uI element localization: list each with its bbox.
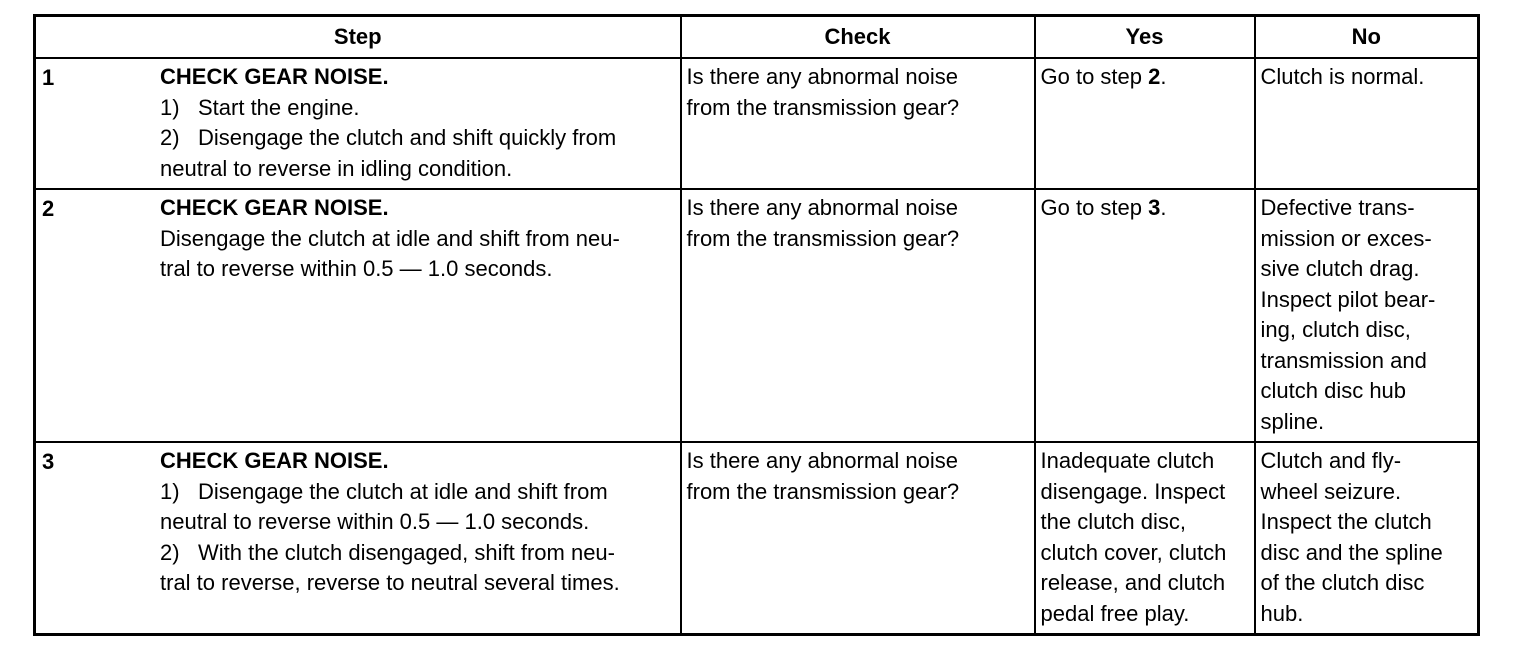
step-instruction [160,123,674,154]
table-row [35,58,1479,189]
step-instruction-cont: tral to reverse, reverse to neutral several times. [160,570,620,595]
diagnosis-page [33,14,1477,636]
step-instruction [160,93,674,124]
check-cell [681,442,1035,635]
check-text: Is there any abnormal noise [686,448,958,473]
header-check: Check [681,16,1035,59]
check-cell [681,58,1035,189]
no-text: Clutch and fly- [1260,448,1402,473]
yes-text: release, and clutch [1040,570,1226,595]
step-instruction [160,538,674,569]
step-number: 3 [42,449,55,474]
step-number: 1 [42,65,55,90]
no-text: wheel seizure. [1260,478,1402,504]
step-cell [35,58,681,189]
yes-cell [1035,442,1255,635]
step-number: 2 [42,196,55,221]
substep-number: 1) [160,94,180,120]
no-text: Inspect pilot bear- [1260,286,1436,312]
yes-text: Inadequate clutch [1040,448,1215,473]
header-yes: Yes [1035,16,1255,59]
check-text: Is there any abnormal noise [686,64,958,89]
check-text: from the transmission gear? [686,478,960,504]
step-instruction-cont: neutral to reverse in idling condition. [160,155,513,181]
table-header-row [35,16,1479,59]
step-instruction [160,477,674,508]
substep-text: Disengage the clutch at idle and shift from [198,478,608,504]
no-text: hub. [1260,600,1304,626]
substep-text: Start the engine. [198,94,360,120]
yes-cell [1035,58,1255,189]
no-cell [1255,58,1479,189]
yes-cell [1035,189,1255,442]
check-text: Is there any abnormal noise [686,195,958,220]
no-cell [1255,442,1479,635]
check-cell [681,189,1035,442]
header-no: No [1255,16,1479,59]
step-cell [35,442,681,635]
yes-text: Go to step [1040,195,1149,220]
no-text: spline. [1260,408,1325,434]
step-instruction: tral to reverse within 0.5 — 1.0 seconds. [160,256,553,281]
header-step: Step [35,16,681,59]
yes-text: disengage. Inspect [1040,478,1226,504]
no-cell [1255,189,1479,442]
check-text: from the transmission gear? [686,225,960,251]
yes-text: clutch cover, clutch [1040,539,1227,565]
substep-number: 1) [160,478,180,504]
yes-step-ref: 3 [1148,195,1161,220]
check-text: from the transmission gear? [686,94,960,120]
no-text: disc and the spline [1260,539,1443,565]
no-text: ing, clutch disc, [1260,317,1411,342]
substep-text: Disengage the clutch and shift quickly from [198,125,617,150]
substep-number: 2) [160,539,180,565]
table-row [35,442,1479,635]
yes-text: the clutch disc, [1040,509,1187,534]
yes-text-suffix: . [1160,195,1167,220]
no-text: clutch disc hub [1260,378,1407,403]
step-instruction-cont: neutral to reverse within 0.5 — 1.0 seconds. [160,509,590,534]
no-text: Inspect the clutch [1260,509,1432,534]
no-text: sive clutch drag. [1260,256,1420,281]
table-row [35,189,1479,442]
yes-text: pedal free play. [1040,600,1190,626]
no-text: Defective trans- [1260,195,1415,220]
yes-text-suffix: . [1160,64,1167,89]
substep-text: With the clutch disengaged, shift from neu- [198,539,615,565]
yes-text: Go to step [1040,64,1149,89]
step-title: CHECK GEAR NOISE. [160,195,389,220]
step-title: CHECK GEAR NOISE. [160,448,389,473]
diagnosis-table [33,14,1480,636]
no-text: of the clutch disc [1260,570,1425,595]
no-text: transmission and [1260,347,1427,373]
step-title: CHECK GEAR NOISE. [160,64,389,89]
yes-step-ref: 2 [1148,64,1161,89]
no-text: Clutch is normal. [1260,64,1425,89]
substep-number: 2) [160,125,180,150]
step-cell [35,189,681,442]
no-text: mission or exces- [1260,225,1432,251]
step-instruction: Disengage the clutch at idle and shift from neu- [160,225,620,251]
